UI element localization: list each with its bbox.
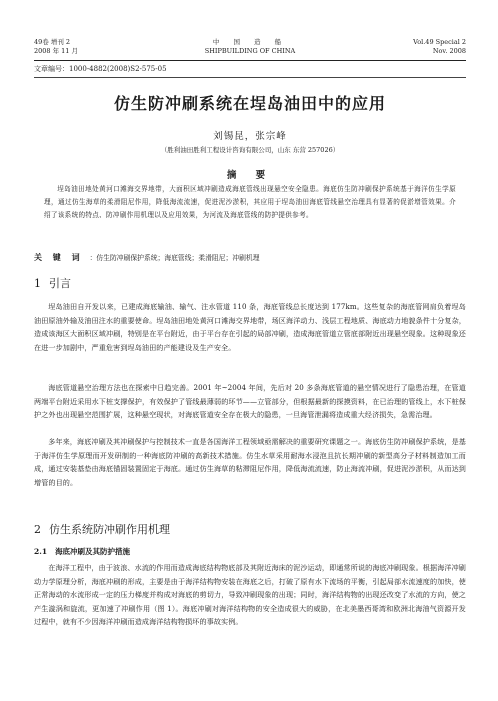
section-2-1-paragraph: 在海洋工程中，由于波浪、水流的作用而造成海底结构物底部及其附近海床的泥沙运动，即通常所说的海底冲刷现象。根据海洋冲刷动力学原理分析，海底冲刷的形成，主要是由于海洋结构物安装在海底之后，打破了原有水下流场的平衡，引起局部水流速度的加快，使正常海动的水流形成一定的压力梯度并构成对海底的剪切力，导致冲刷现象的出现；同时，海洋结构物的出现还改变了水流的方向，使之产生漩涡和旋流，更加速了冲刷作用（图 1）。海底冲刷对海洋结构物的安全造成很大的威胁，在北美墨西哥湾和欧洲北海油气资源开发过程中，就有不少因海洋冲刷而造成海洋结构物损坏的事故实例。: [34, 563, 466, 627]
section-1-number: 1: [34, 277, 41, 290]
header-journal: [34, 38, 466, 56]
intro-paragraph-2: 海底管道悬空治理方法也在探索中日趋完善。2001 年~2004 年间，先后对 20 多条海底管道的悬空情况进行了隐患治理，在管道两端平台附近采用水下桩支撑保护，有效保护了管线最薄弱的环节——立管部分，但根据最新的探摸资料，在已治理的管线上，水下桩保护之外也出现悬空范围扩展，这种悬空现状，对海底管道安全存在极大的隐患，一旦海管泄漏将造成重大经济损失，急需治理。: [34, 383, 466, 420]
paper-title: 仿生防冲刷系统在埕岛油田中的应用: [113, 94, 386, 113]
keywords-label: 关 键 词: [34, 252, 84, 262]
header-date: 2008 年 11 月: [34, 47, 79, 55]
keywords: [34, 252, 466, 263]
subsection-2-1-heading: [34, 546, 130, 557]
header-date-en: Nov. 2008: [432, 47, 466, 55]
journal-name-zh: 中 国 造 船: [212, 38, 288, 46]
section-2-number: 2: [34, 523, 41, 536]
section-2-heading: [34, 521, 170, 537]
header-vol-special: Vol.49 Special 2: [413, 38, 466, 46]
subsection-2-1-number: 2.1: [34, 547, 48, 556]
journal-name-en: SHIPBUILDING OF CHINA: [204, 47, 296, 55]
article-number: 文章编号：1000-4882(2008)S2-575-05: [34, 65, 167, 73]
author-affiliation: （胜利油田胜利工程设计咨询有限公司，山东 东营 257026）: [160, 146, 340, 154]
intro-paragraph-1: 埕岛油田自开发以来，已建成海底输油、输气、注水管道 110 条，海底管线总长度达到 177km。这些复杂的海底管网肩负着埕岛油田原油外输及油田注水的重要使命。埕岛油田地处黄河口滩海交界地带，场区海洋动力、浅层工程地质、海底动力地貌条件十分复杂，造成该海区大面积区域冲刷，特别是在平台附近，由于平台存在引起的局部冲刷，造成海底管道立管底部附近出现悬空现象。这种现象还在进一步加剧中，严重危害到埕岛油田的产能建设及生产安全。: [34, 302, 466, 352]
article-number-rule: [34, 77, 466, 78]
keywords-text: ：仿生防冲刷保护系统；海底管线；柔滑阻尼；冲刷机理: [89, 254, 260, 262]
section-1-title: 引言: [49, 277, 71, 290]
abstract-text: 埕岛油田地处黄河口滩海交界地带，大面积区域冲刷造成海底管线出现悬空安全隐患。海底仿生防冲刷保护系统基于海洋仿生学原理，通过仿生海草的柔滑阻尼作用，降低海流流速，促进泥沙淤积，其应用于埕岛油田海底管线悬空治理具有显著的促淤增管效果。介绍了该系统的特点、防冲刷作用机理以及应用效果，为河流及海底管线的防护提供参考。: [44, 185, 456, 219]
section-2-title: 仿生系统防冲刷作用机理: [49, 523, 170, 536]
section-1-heading: [34, 275, 71, 291]
header-rule: [34, 60, 466, 61]
paper-page: [34, 0, 466, 701]
abstract-heading: 摘 要: [226, 170, 274, 181]
paper-authors: 刘锡昆，张宗峰: [213, 131, 287, 142]
header-volume-en: [413, 38, 466, 56]
subsection-2-1-title: 海底冲刷及其防护措施: [55, 547, 131, 556]
intro-paragraph-3: 多年来，海底冲刷及其冲刷保护与控制技术一直是各国海洋工程领域亟需解决的重要研究课题之一。海底仿生防冲刷保护系统，是基于海洋仿生学原理而开发研制的一种海底防冲刷的高新技术措施。仿生水草采用耐海水浸泡且抗长期冲刷的新型高分子材料制造加工而成，通过安装基垫由海底锚固装置固定于海底。通过仿生海草的粘滞阻尼作用，降低海流流速，防止海流冲刷，促进泥沙淤积，从而达到增管的目的。: [34, 437, 466, 487]
header-volume-issue: 49卷 增刊 2: [34, 38, 71, 46]
